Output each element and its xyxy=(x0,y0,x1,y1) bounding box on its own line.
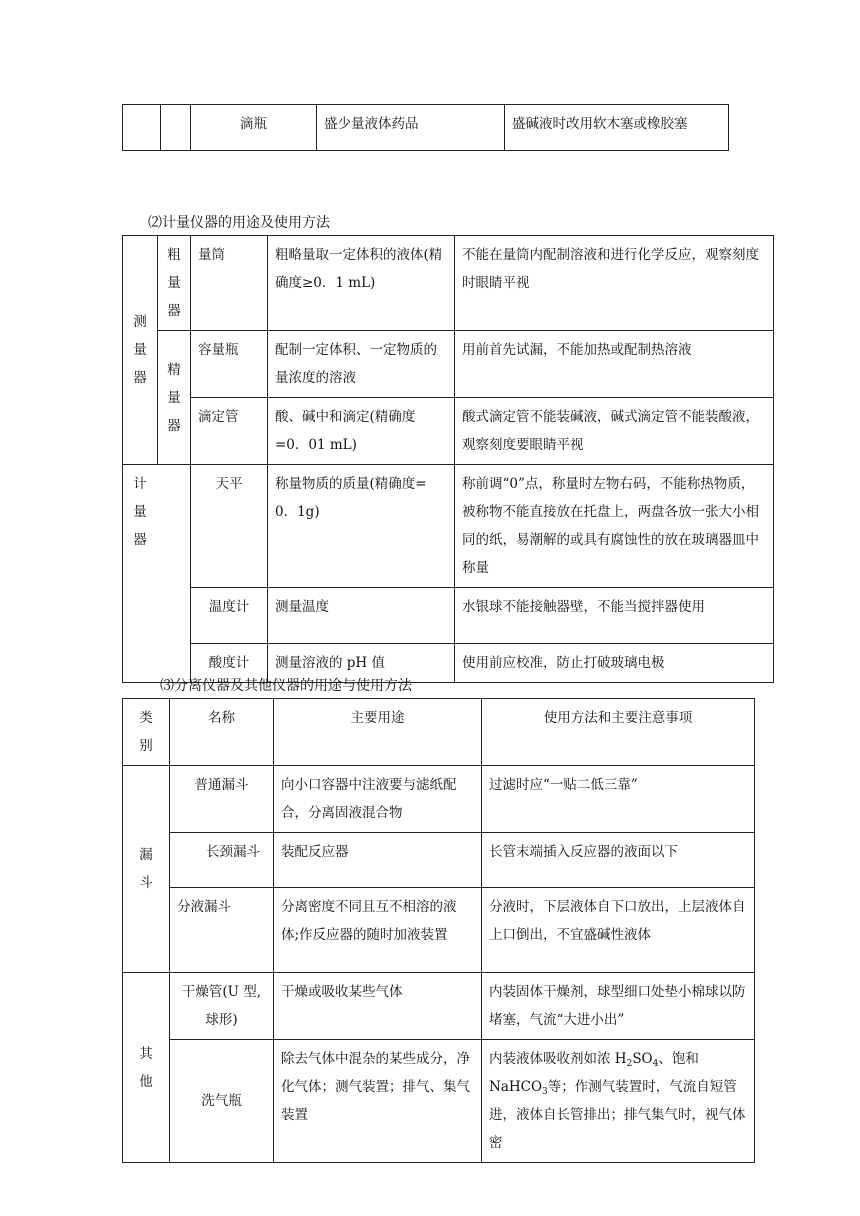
note-text: SO xyxy=(632,1051,653,1067)
instrument-note: 使用前应校准，防止打破玻璃电极 xyxy=(455,644,774,683)
subscript: 2 xyxy=(626,1059,633,1069)
section-heading-measuring: ⑵计量仪器的用途及使用方法 xyxy=(148,215,330,231)
group-label-count-text: 计量器 xyxy=(133,476,147,548)
instrument-use: 向小口容器中注液要与滤纸配合，分离固液混合物 xyxy=(274,766,482,833)
header-note: 使用方法和主要注意事项 xyxy=(482,699,755,766)
instrument-note: 长管末端插入反应器的液面以下 xyxy=(482,833,755,888)
subscript: 3 xyxy=(542,1087,548,1097)
header-category: 类别 xyxy=(123,699,170,766)
instrument-note: 酸式滴定管不能装碱液，碱式滴定管不能装酸液，观察刻度要眼睛平视 xyxy=(455,398,774,465)
instrument-use: 盛少量液体药品 xyxy=(317,105,505,151)
instrument-name: 滴瓶 xyxy=(191,105,317,151)
table-cell-empty xyxy=(161,105,191,151)
instrument-use: 酸、碱中和滴定(精确度=0．01 mL) xyxy=(268,398,455,465)
instrument-name: 干燥管(U 型,球形) xyxy=(170,973,274,1040)
instrument-name: 温度计 xyxy=(191,588,268,644)
note-text: 等；作测气装置时，气流自短管进，液体自长管排出；排气集气时，视气体密 xyxy=(489,1079,746,1151)
header-use: 主要用途 xyxy=(274,699,482,766)
table-continuation xyxy=(122,104,729,151)
group-label-funnel: 漏斗 xyxy=(123,766,170,973)
instrument-note: 称前调“0”点，称量时左物右码，不能称热物质，被称物不能直接放在托盘上，两盘各放一张大小相同的纸，易潮解的或具有腐蚀性的放在玻璃器皿中称量 xyxy=(455,465,774,588)
subgroup-label-fine: 精量器 xyxy=(158,331,191,465)
instrument-note: 内装固体干燥剂，球型细口处垫小棉球以防堵塞，气流“大进小出” xyxy=(482,973,755,1040)
instrument-note: 用前首先试漏，不能加热或配制热溶液 xyxy=(455,331,774,398)
instrument-name: 量筒 xyxy=(191,236,268,331)
instrument-name: 长颈漏斗 xyxy=(170,833,274,888)
table-separation-instruments xyxy=(122,698,755,1163)
group-label-count xyxy=(123,465,191,683)
instrument-use: 分离密度不同且互不相溶的液体;作反应器的随时加液装置 xyxy=(274,888,482,973)
note-text: 、饱和 NaHCO xyxy=(489,1051,699,1095)
instrument-name: 滴定管 xyxy=(191,398,268,465)
instrument-use: 干燥或吸收某些气体 xyxy=(274,973,482,1040)
instrument-note xyxy=(482,1040,755,1163)
instrument-use: 称量物质的质量(精确度= 0．1g) xyxy=(268,465,455,588)
instrument-use: 测量溶液的 pH 值 xyxy=(268,644,455,683)
instrument-use: 配制一定体积、一定物质的量浓度的溶液 xyxy=(268,331,455,398)
instrument-use: 除去气体中混杂的某些成分，净化气体；测气装置；排气、集气装置 xyxy=(274,1040,482,1163)
instrument-note: 不能在量筒内配制溶液和进行化学反应，观察刻度时眼睛平视 xyxy=(455,236,774,331)
instrument-note: 水银球不能接触器壁，不能当搅拌器使用 xyxy=(455,588,774,644)
instrument-use: 装配反应器 xyxy=(274,833,482,888)
subgroup-label-coarse: 粗量器 xyxy=(158,236,191,331)
instrument-name: 普通漏斗 xyxy=(170,766,274,833)
group-label-other: 其他 xyxy=(123,973,170,1163)
instrument-note: 盛碱液时改用软木塞或橡胶塞 xyxy=(505,105,729,151)
instrument-use: 测量温度 xyxy=(268,588,455,644)
table-measuring-instruments xyxy=(122,235,774,683)
instrument-name: 分液漏斗 xyxy=(170,888,274,973)
group-label-measure: 测量器 xyxy=(123,236,158,465)
instrument-use: 粗略量取一定体积的液体(精确度≥0．1 mL) xyxy=(268,236,455,331)
instrument-note: 过滤时应“一贴二低三靠” xyxy=(482,766,755,833)
subscript: 4 xyxy=(652,1059,659,1069)
header-name: 名称 xyxy=(170,699,274,766)
instrument-name: 容量瓶 xyxy=(191,331,268,398)
instrument-name: 天平 xyxy=(191,465,268,588)
note-text: 内装液体吸收剂如浓 H xyxy=(489,1051,627,1067)
instrument-name: 酸度计 xyxy=(191,644,268,683)
section-heading-separation: ⑶分离仪器及其他仪器的用途与使用方法 xyxy=(160,678,412,694)
table-cell-empty xyxy=(123,105,161,151)
instrument-name: 洗气瓶 xyxy=(170,1040,274,1163)
instrument-note: 分液时，下层液体自下口放出，上层液体自上口倒出，不宜盛碱性液体 xyxy=(482,888,755,973)
